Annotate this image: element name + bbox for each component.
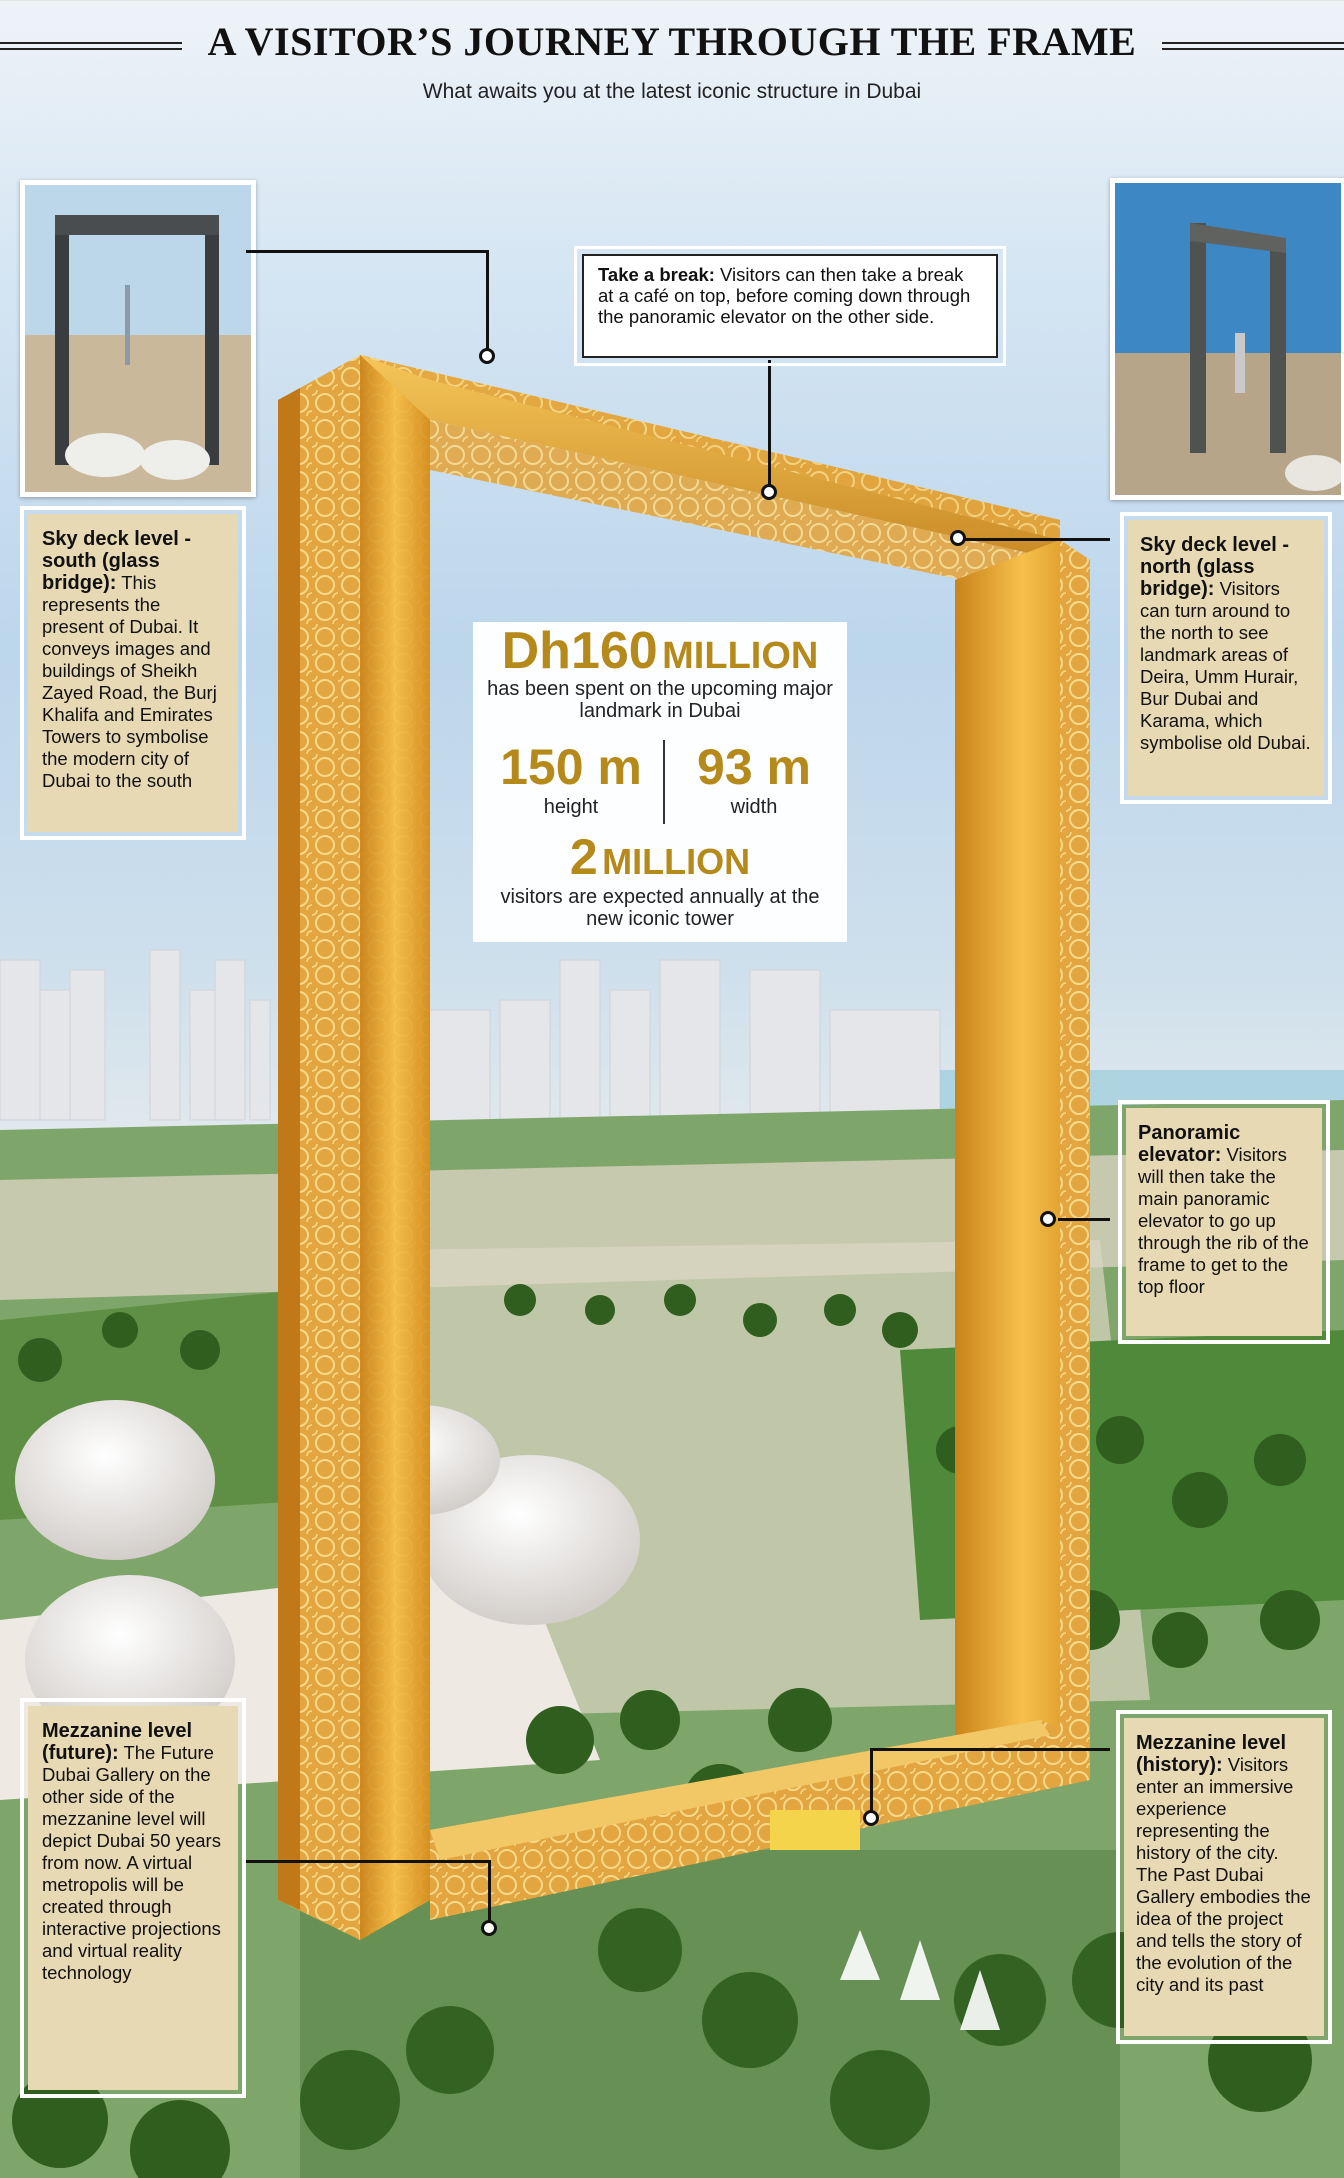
connector-break	[768, 360, 771, 490]
cost-value: Dh160	[501, 622, 658, 680]
callout-text: Visitors can then take a break at a café on top, before coming down through the panoramic elevator on the other side.	[598, 264, 971, 327]
connector-north	[958, 538, 1110, 541]
callout-heading: Take a break:	[598, 264, 715, 285]
connector-south-drop	[486, 250, 489, 356]
stats-panel	[473, 622, 847, 942]
panoramic-elevator-callout	[1126, 1108, 1322, 1336]
callout-heading: Mezzanine level (future):	[42, 1720, 193, 1764]
page-title: A VISITOR’S JOURNEY THROUGH THE FRAME	[207, 19, 1137, 64]
sky-deck-north-callout	[1128, 520, 1324, 796]
width-label: width	[730, 796, 778, 818]
connector-history-drop	[870, 1748, 873, 1816]
mezzanine-history-callout	[1124, 1718, 1324, 2036]
callout-heading: Sky deck level - south (glass bridge):	[42, 528, 191, 594]
page-subtitle: What awaits you at the latest iconic structure in Dubai	[422, 80, 922, 103]
cost-description: has been spent on the upcoming major landmark in Dubai	[487, 678, 833, 722]
width-value: 93 m	[697, 739, 811, 795]
take-break-callout	[582, 254, 998, 358]
visitors-value: 2	[569, 829, 598, 885]
visitors-unit: MILLION	[602, 841, 751, 882]
sky-deck-south-callout	[28, 514, 238, 832]
marker-dot	[481, 1920, 497, 1936]
callout-heading: Panoramic elevator:	[1138, 1122, 1241, 1166]
construction-photo-north	[1110, 178, 1344, 500]
height-value: 150 m	[500, 739, 642, 795]
callout-text: Visitors will then take the main panoramic elevator to go up through the rib of the frame to get to the top floor	[1138, 1144, 1309, 1297]
mezzanine-future-callout	[28, 1706, 238, 2090]
callout-heading: Mezzanine level (history):	[1136, 1732, 1287, 1776]
marker-dot	[950, 530, 966, 546]
cost-unit: MILLION	[662, 635, 819, 677]
callout-text: This represents the present of Dubai. It conveys images and buildings of Sheikh Zayed Road, the Burj Khalifa and Emirates Towers to symbolise the modern city of Dubai to the south	[42, 572, 217, 791]
connector-history	[870, 1748, 1110, 1751]
marker-dot	[1040, 1211, 1056, 1227]
connector-future-rise	[488, 1860, 491, 1928]
construction-photo-south	[20, 180, 256, 497]
height-label: height	[543, 796, 599, 818]
connector-elevator	[1058, 1218, 1110, 1221]
marker-dot	[761, 484, 777, 500]
callout-text: The Future Dubai Gallery on the other side of the mezzanine level will depict Dubai 50 years from now. A virtual metropolis will be created through interactive projections and virtual reality technology	[42, 1742, 221, 1983]
callout-text: Visitors enter an immersive experience representing the history of the city. The Past Dubai Gallery embodies the idea of the project and tells the story of the evolution of the city and its past	[1136, 1754, 1311, 1995]
marker-dot	[479, 348, 495, 364]
visitors-description: visitors are expected annually at the new iconic tower	[500, 886, 820, 930]
connector-south	[246, 250, 488, 255]
marker-dot	[863, 1810, 879, 1826]
stats-divider	[663, 740, 665, 824]
callout-heading: Sky deck level - north (glass bridge):	[1140, 534, 1289, 600]
callout-text: Visitors can turn around to the north to see landmark areas of Deira, Umm Hurair, Bur Dubai and Karama, which symbolise old Dubai.	[1140, 578, 1311, 753]
connector-future	[246, 1860, 490, 1863]
